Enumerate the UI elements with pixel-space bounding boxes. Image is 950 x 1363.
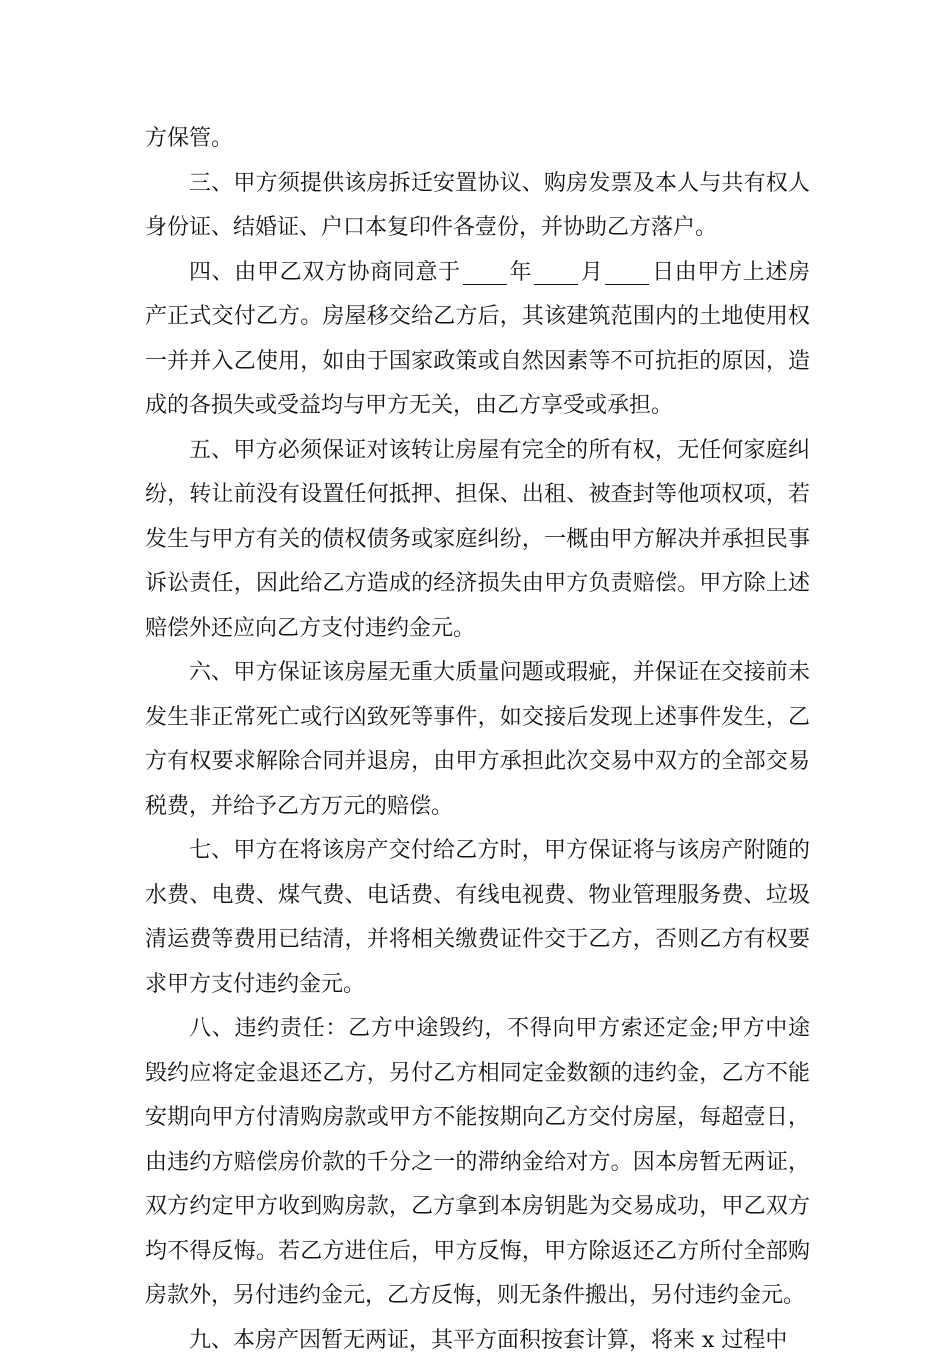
- paragraph-clause-5: 五、甲方必须保证对该转让房屋有完全的所有权，无任何家庭纠纷，转让前没有设置任何抵押、担保、出租、被查封等他项权项，若发生与甲方有关的债权债务或家庭纠纷，一概由甲方解决并承担民事诉讼责任，因此给乙方造成的经济损失由甲方负责赔偿。甲方除上述赔偿外还应向乙方支付违约金元。: [145, 429, 810, 652]
- paragraph-clause-6: 六、甲方保证该房屋无重大质量问题或瑕疵，并保证在交接前未发生非正常死亡或行凶致死等事件，如交接后发现上述事件发生，乙方有权要求解除合同并退房，由甲方承担此次交易中双方的全部交易税费，并给予乙方万元的赔偿。: [145, 651, 810, 829]
- month-label: 月: [580, 260, 603, 285]
- paragraph-clause-4: [145, 251, 810, 429]
- paragraph-clause-3: 三、甲方须提供该房拆迁安置协议、购房发票及本人与共有权人身份证、结婚证、户口本复印件各壹份，并协助乙方落户。: [145, 162, 810, 251]
- paragraph-continuation: 方保管。: [145, 117, 810, 162]
- year-label: 年: [509, 260, 532, 285]
- paragraph-clause-8: 八、违约责任：乙方中途毁约，不得向甲方索还定金;甲方中途毁约应将定金退还乙方，另付乙方相同定金数额的违约金，乙方不能安期向甲方付清购房款或甲方不能按期向乙方交付房屋，每超壹日，由违约方赔偿房价款的千分之一的滞纳金给对方。因本房暂无两证，双方约定甲方收到购房款，乙方拿到本房钥匙为交易成功，甲乙双方均不得反悔。若乙方进住后，甲方反悔，甲方除返还乙方所付全部购房款外，另付违约金元，乙方反悔，则无条件搬出，另付违约金元。: [145, 1007, 810, 1319]
- month-blank: [534, 262, 578, 285]
- paragraph-clause-9: 九、本房产因暂无两证，其平方面积按套计算，将来 x 过程中: [145, 1319, 810, 1363]
- contract-body: [145, 117, 810, 1363]
- day-blank: [605, 262, 649, 285]
- paragraph-clause-7: 七、甲方在将该房产交付给乙方时，甲方保证将与该房产附随的水费、电费、煤气费、电话费、有线电视费、物业管理服务费、垃圾清运费等费用已结清，并将相关缴费证件交于乙方，否则乙方有权要求甲方支付违约金元。: [145, 829, 810, 1007]
- year-blank: [463, 262, 507, 285]
- clause-4-intro: 四、由甲乙双方协商同意于: [189, 260, 461, 285]
- clause-4-body: 日由甲方上述房产正式交付乙方。房屋移交给乙方后，其该建筑范围内的土地使用权一并并入乙使用，如由于国家政策或自然因素等不可抗拒的原因，造成的各损失或受益均与甲方无关，由乙方享受或承担。: [145, 260, 810, 419]
